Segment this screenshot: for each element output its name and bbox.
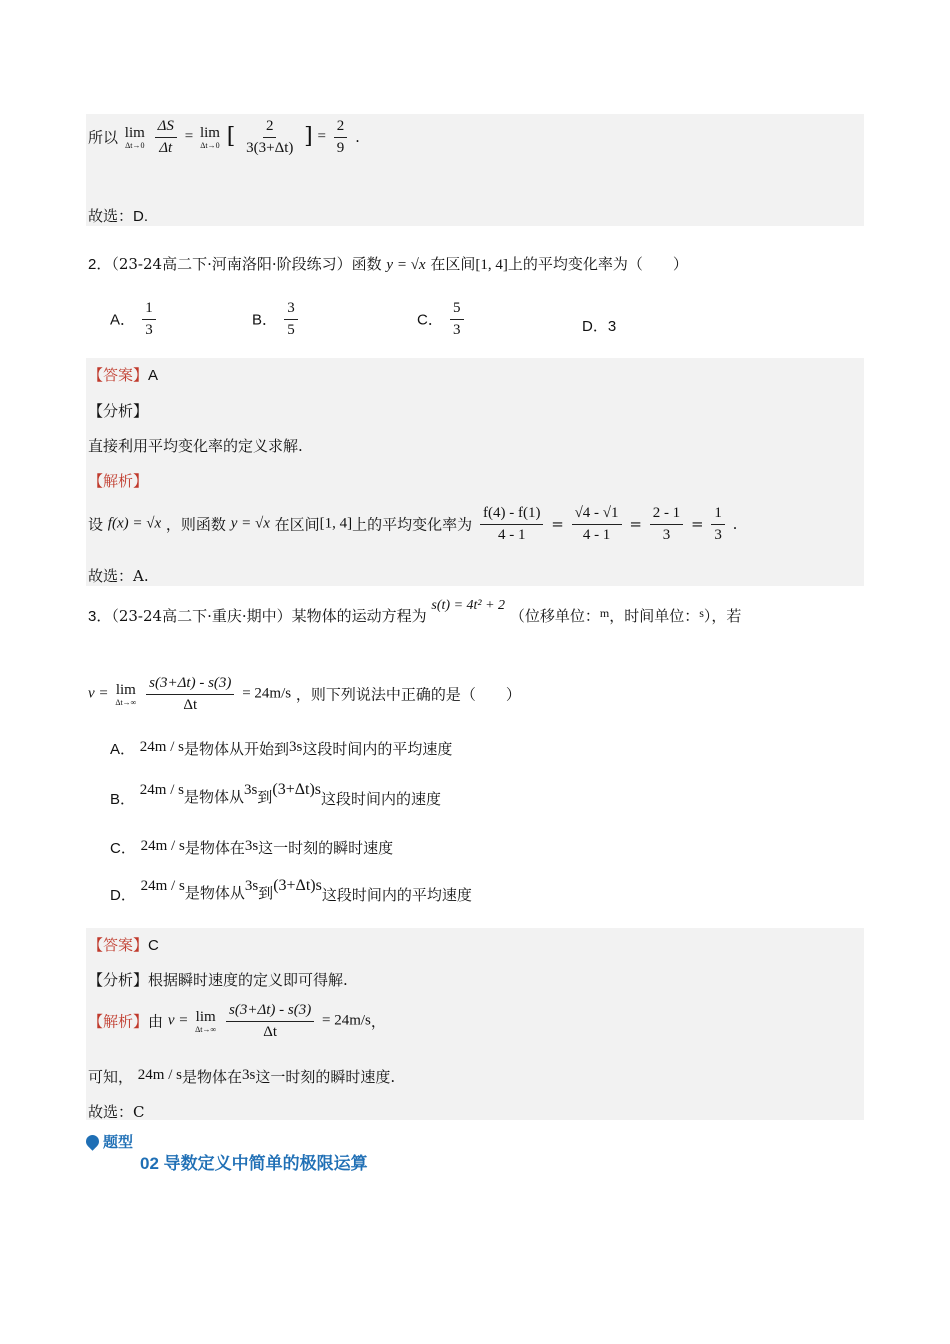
q3-option-b[interactable]: B． 24m / s是物体从3s到(3+Δt)s这段时间内的速度	[110, 781, 442, 808]
pin-icon	[83, 1132, 101, 1150]
q2-answer: 【答案】A	[88, 366, 159, 384]
q3-choice: 故选：C	[88, 1103, 145, 1121]
section-label: 题型	[103, 1134, 134, 1151]
fraction: $\frac{2}{3(3+\Delta t)}$	[246, 118, 294, 156]
q2-option-b[interactable]: B． $\frac{3}{5}$	[252, 300, 301, 338]
q3-conclusion: 可知， 24m / s是物体在3s这一时刻的瞬时速度.	[88, 1067, 396, 1086]
q3-option-a[interactable]: A． 24m / s是物体从开始到3s这段时间内的平均速度	[110, 739, 453, 758]
fraction: $\frac{2}{9}$	[334, 118, 348, 156]
limit-symbol: lim Δt→0	[124, 124, 145, 150]
solution-block-q2	[86, 358, 864, 586]
q2-analysis: 直接利用平均变化率的定义求解.	[88, 437, 303, 455]
q3-stem: 3．（23-24高二下·重庆·期中）某物体的运动方程为 s(t) = 4t² + 2 （位移单位：$^m$，时间单位：$^s$），若	[88, 598, 742, 625]
q3-option-c[interactable]: C． 24m / s是物体在3s这一时刻的瞬时速度	[110, 838, 394, 857]
q1-limit-line: 所以 lim Δt→0 $\frac{\Delta S}{\Delta t}$ = lim Δt→0 [ $\frac{2}{3(3+\Delta t)}$ ] = $\frac{2}{9}$ .	[88, 118, 360, 156]
q2-analysis-tag: 【分析】	[88, 402, 149, 420]
section-header	[86, 1131, 368, 1174]
q2-option-a[interactable]: A． $\frac{1}{3}$	[110, 300, 159, 338]
q3-limit-line: v = lim Δt→∞ $\frac{s(3+\Delta t) - s(3)}{\Delta t}$ = 24m/s ，则下列说法中正确的是（ ）	[88, 675, 521, 713]
section-title: 02 导数定义中简单的极限运算	[140, 1154, 368, 1173]
limit-symbol: lim Δt→0	[199, 124, 220, 150]
q2-choice: 故选：A.	[88, 567, 149, 585]
fraction: $\frac{\Delta S}{\Delta t}$	[155, 118, 177, 156]
q3-option-d[interactable]: D． 24m / s是物体从3s到(3+Δt)s这段时间内的平均速度	[110, 877, 472, 904]
q1-choice: 故选：D.	[88, 208, 149, 225]
q2-solution-tag: 【解析】	[88, 472, 149, 490]
q3-analysis: 【分析】根据瞬时速度的定义即可得解.	[88, 971, 348, 989]
q3-solution: 【解析】由 v = lim Δt→∞ $\frac{s(3+\Delta t) - s(3)}{\Delta t}$ = 24m/s，	[88, 1002, 386, 1040]
q2-solution: 设 f(x) = √x ，则函数 y = √x 在区间[1, 4]上的平均变化率为 $\frac{f(4) - f(1)}{4 - 1}$ = $\frac{√4 - √1}{4 - 1}$ = $\frac{2 - 1}{3}$ = $\frac{1}{3}$ .	[88, 505, 738, 543]
q3-answer: 【答案】C	[88, 936, 159, 954]
q2-option-c[interactable]: C． $\frac{5}{3}$	[417, 300, 467, 338]
q2-stem: 2．（23-24高二下·河南洛阳·阶段练习）函数 y = √x 在区间[1, 4]上的平均变化率为（ ）	[88, 255, 688, 273]
q2-option-d[interactable]: D．3	[582, 318, 617, 335]
